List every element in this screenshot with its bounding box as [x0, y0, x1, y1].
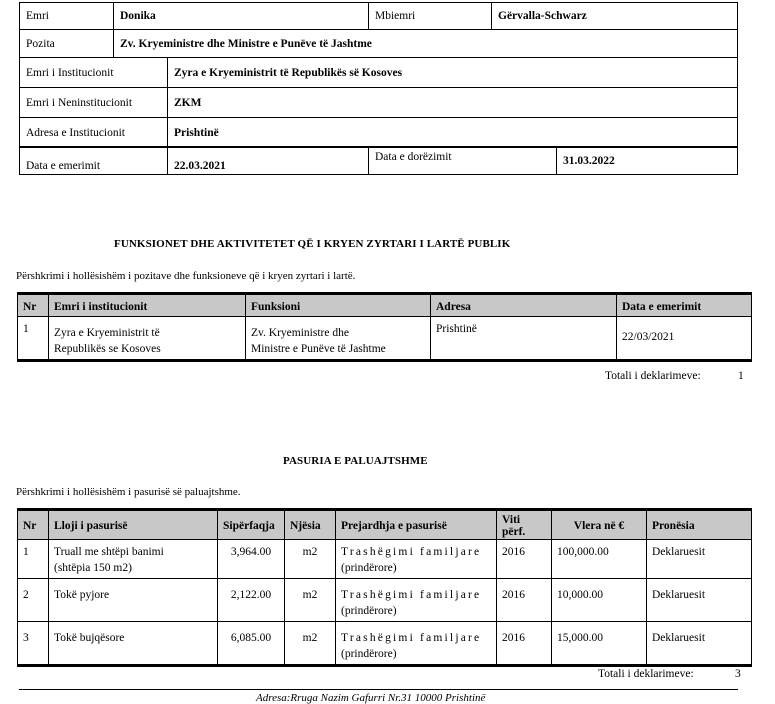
institution-info-table: [19, 57, 738, 148]
lloji-line2: (shtëpia 150 m2): [54, 562, 132, 574]
cell-pronesia: Deklaruesit: [647, 622, 752, 666]
prejardhja-line2: (prindërore): [341, 605, 397, 617]
emri-value: Donika: [114, 3, 369, 30]
funksionet-total-value: 1: [738, 370, 744, 382]
cell-siperfaqja: 6,085.00: [218, 622, 285, 666]
col-adresa: Adresa: [431, 294, 617, 317]
cell-nr: 1: [18, 317, 49, 361]
col-lloji: Lloji i pasurisë: [49, 510, 218, 540]
pasuria-description: Përshkrimi i hollësishëm i pasurisë së paluajtshme.: [16, 486, 241, 498]
funksionet-table: [17, 292, 752, 362]
table-row: [18, 317, 752, 361]
funksioni-line1: Zv. Kryeministre dhe: [251, 327, 349, 339]
pasuria-table: [17, 508, 752, 667]
footer-divider: [19, 689, 738, 690]
col-nr: Nr: [18, 294, 49, 317]
neninstitucioni-label: Emri i Neninstitucionit: [20, 88, 168, 118]
cell-funksioni: [246, 317, 431, 361]
data-emerimit-value: 22.03.2021: [168, 147, 369, 175]
funksionet-title: FUNKSIONET DHE AKTIVITETET QË I KRYEN ZYRTARI I LARTË PUBLIK: [114, 238, 511, 250]
prejardhja-line1: Trashëgimi familjare: [341, 589, 482, 601]
footer-address: Adresa:Rruga Nazim Gafurri Nr.31 10000 Prishtinë: [256, 692, 486, 704]
cell-njesia: m2: [285, 540, 336, 579]
institucioni-line1: Zyra e Kryeministrit të: [54, 327, 160, 339]
cell-siperfaqja: 3,964.00: [218, 540, 285, 579]
table-row: [18, 622, 752, 666]
pasuria-title: PASURIA E PALUAJTSHME: [283, 455, 428, 467]
cell-institucioni: [49, 317, 246, 361]
prejardhja-line1: Trashëgimi familjare: [341, 546, 482, 558]
emri-label: Emri: [20, 3, 114, 30]
lloji-line1: Truall me shtëpi banimi: [54, 546, 164, 558]
cell-lloji: [49, 622, 218, 666]
adresa-value: Prishtinë: [168, 118, 738, 148]
col-siperfaqja: Sipërfaqja: [218, 510, 285, 540]
cell-vlera: 15,000.00: [552, 622, 647, 666]
col-emri-institucionit: Emri i institucionit: [49, 294, 246, 317]
table-row: [18, 540, 752, 579]
mbiemri-label: Mbiemri: [369, 3, 492, 30]
dates-info-table: [19, 146, 738, 175]
cell-adresa: Prishtinë: [431, 317, 617, 361]
prejardhja-line2: (prindërore): [341, 562, 397, 574]
col-vlera: Vlera në €: [552, 510, 647, 540]
lloji-line1: Tokë bujqësore: [54, 632, 125, 644]
cell-nr: 2: [18, 579, 49, 622]
col-njesia: Njësia: [285, 510, 336, 540]
cell-siperfaqja: 2,122.00: [218, 579, 285, 622]
prejardhja-line1: Trashëgimi familjare: [341, 632, 482, 644]
cell-viti: 2016: [497, 579, 552, 622]
institucioni-line2: Republikës se Kosoves: [54, 343, 161, 355]
data-emerimit-label: Data e emerimit: [20, 147, 168, 175]
institucioni-label: Emri i Institucionit: [20, 58, 168, 88]
cell-vlera: 10,000.00: [552, 579, 647, 622]
cell-prejardhja: [336, 579, 497, 622]
cell-njesia: m2: [285, 579, 336, 622]
cell-prejardhja: [336, 622, 497, 666]
cell-njesia: m2: [285, 622, 336, 666]
cell-lloji: [49, 540, 218, 579]
cell-lloji: [49, 579, 218, 622]
cell-viti: 2016: [497, 622, 552, 666]
funksioni-line2: Ministre e Punëve të Jashtme: [251, 343, 386, 355]
institucioni-value: Zyra e Kryeministrit të Republikës së Kosoves: [168, 58, 738, 88]
cell-viti: 2016: [497, 540, 552, 579]
cell-nr: 1: [18, 540, 49, 579]
pasuria-total-label: Totali i deklarimeve:: [598, 668, 694, 680]
cell-pronesia: Deklaruesit: [647, 540, 752, 579]
cell-pronesia: Deklaruesit: [647, 579, 752, 622]
col-funksioni: Funksioni: [246, 294, 431, 317]
col-prejardhja: Prejardhja e pasurisë: [336, 510, 497, 540]
prejardhja-line2: (prindërore): [341, 648, 397, 660]
pozita-label: Pozita: [20, 30, 114, 58]
lloji-line1: Tokë pyjore: [54, 589, 110, 601]
col-nr: Nr: [18, 510, 49, 540]
col-viti: Viti përf.: [497, 510, 552, 540]
funksionet-description: Përshkrimi i hollësishëm i pozitave dhe funksioneve që i kryen zyrtari i lartë.: [16, 270, 356, 282]
data-dorezimit-label: Data e dorëzimit: [369, 147, 557, 175]
cell-nr: 3: [18, 622, 49, 666]
data-dorezimit-value: 31.03.2022: [557, 147, 738, 175]
col-data-emerimit: Data e emerimit: [617, 294, 752, 317]
table-row: [18, 579, 752, 622]
mbiemri-value: Gërvalla-Schwarz: [492, 3, 738, 30]
col-pronesia: Pronësia: [647, 510, 752, 540]
cell-vlera: 100,000.00: [552, 540, 647, 579]
cell-prejardhja: [336, 540, 497, 579]
personal-info-table: [19, 2, 738, 58]
pasuria-total-value: 3: [735, 668, 741, 680]
neninstitucioni-value: ZKM: [168, 88, 738, 118]
adresa-label: Adresa e Institucionit: [20, 118, 168, 148]
pozita-value: Zv. Kryeministre dhe Ministre e Punëve të Jashtme: [114, 30, 738, 58]
cell-data: 22/03/2021: [617, 317, 752, 361]
funksionet-total-label: Totali i deklarimeve:: [605, 370, 701, 382]
